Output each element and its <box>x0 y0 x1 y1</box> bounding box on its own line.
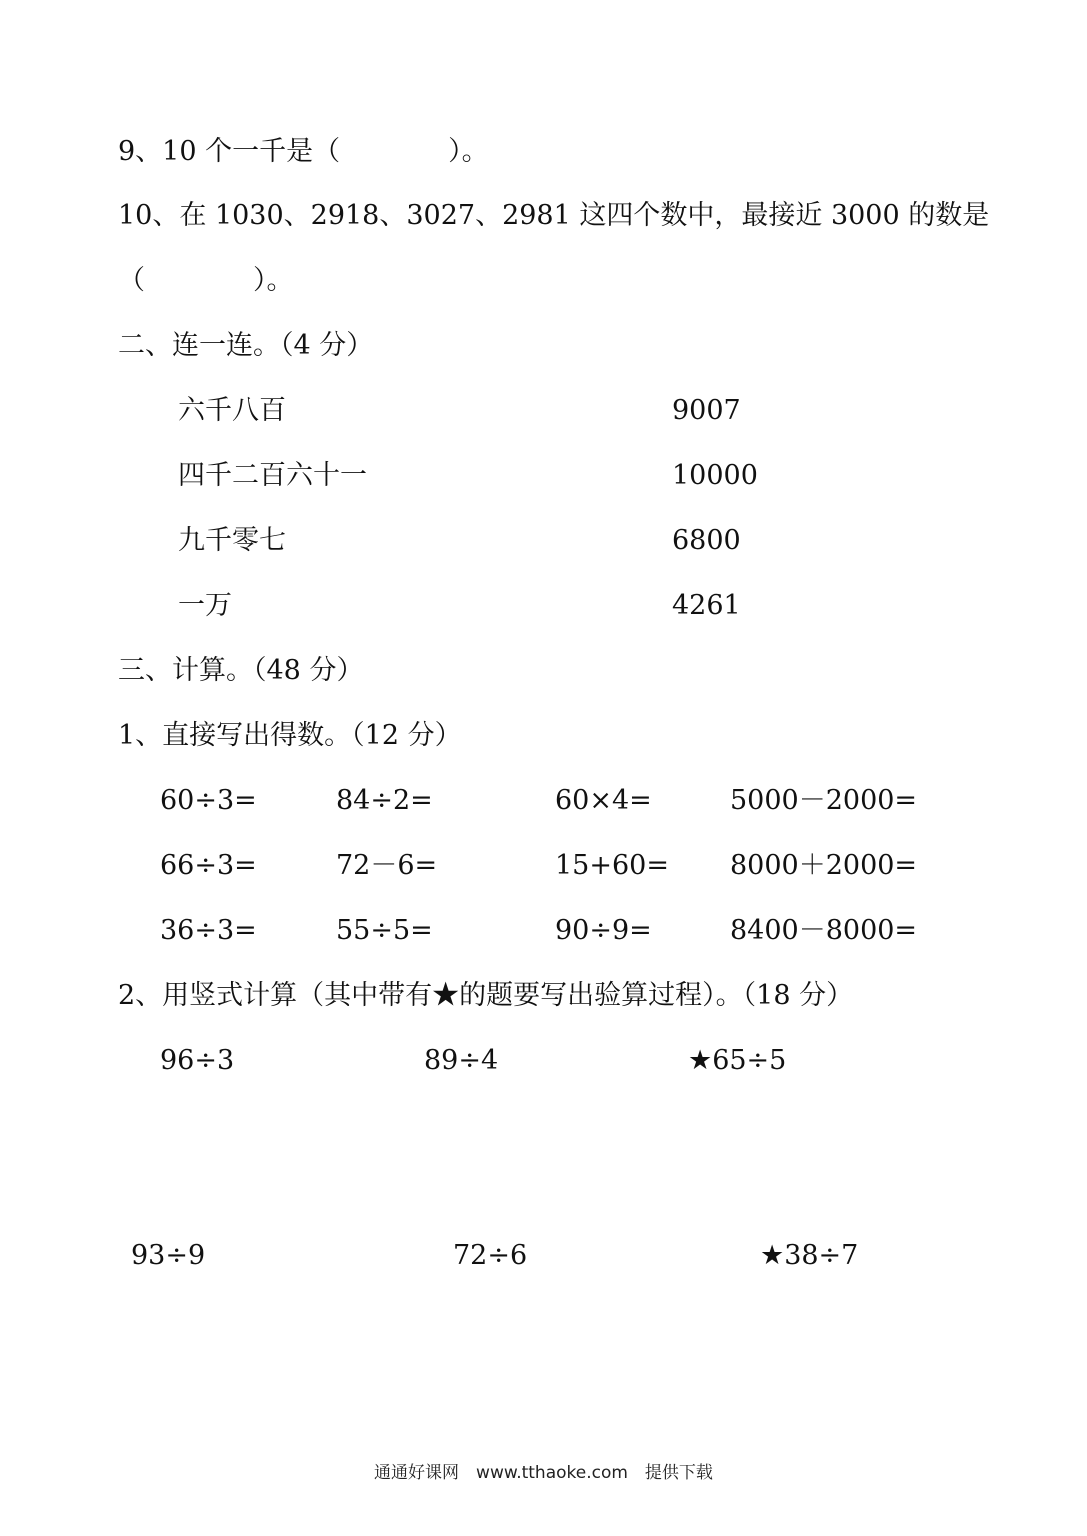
oral-calc-item: 5000－2000= <box>730 785 918 816</box>
oral-calc-item: 36÷3= <box>160 915 257 946</box>
section-3-title: 三、计算。（48 分） <box>118 655 364 686</box>
match-left-item: 四千二百六十一 <box>178 460 367 491</box>
match-left-item: 九千零七 <box>178 525 286 556</box>
vertical-calc-item: ★65÷5 <box>688 1045 787 1076</box>
match-right-item: 4261 <box>672 590 741 621</box>
oral-calc-item: 66÷3= <box>160 850 257 881</box>
vertical-calc-item: 72÷6 <box>453 1240 528 1271</box>
oral-calc-item: 72－6= <box>336 850 438 881</box>
match-left-item: 六千八百 <box>178 395 286 426</box>
oral-calc-item: 90÷9= <box>555 915 652 946</box>
match-right-item: 9007 <box>672 395 741 426</box>
section-2-title: 二、连一连。（4 分） <box>118 330 374 361</box>
match-right-item: 6800 <box>672 525 741 556</box>
part-1-title: 1、直接写出得数。（12 分） <box>118 720 462 751</box>
oral-calc-item: 55÷5= <box>336 915 433 946</box>
question-10-line1: 10、在 1030、2918、3027、2981 这四个数中，最接近 3000 的数是 <box>118 200 990 231</box>
oral-calc-item: 8400－8000= <box>730 915 918 946</box>
match-right-item: 10000 <box>672 460 758 491</box>
oral-calc-item: 84÷2= <box>336 785 433 816</box>
oral-calc-item: 15+60= <box>555 850 669 881</box>
question-10-line2: （ ）。 <box>118 265 294 296</box>
part-2-title: 2、用竖式计算（其中带有★的题要写出验算过程）。（18 分） <box>118 980 854 1011</box>
oral-calc-item: 8000＋2000= <box>730 850 918 881</box>
oral-calc-item: 60÷3= <box>160 785 257 816</box>
page-footer: 通通好课网 www.tthaoke.com 提供下载 <box>374 1463 713 1483</box>
vertical-calc-item: 93÷9 <box>131 1240 206 1271</box>
match-left-item: 一万 <box>178 590 232 621</box>
question-9: 9、10 个一千是（ ）。 <box>118 136 489 167</box>
vertical-calc-item: 89÷4 <box>424 1045 499 1076</box>
oral-calc-item: 60×4= <box>555 785 652 816</box>
vertical-calc-item: ★38÷7 <box>760 1240 859 1271</box>
vertical-calc-item: 96÷3 <box>160 1045 235 1076</box>
